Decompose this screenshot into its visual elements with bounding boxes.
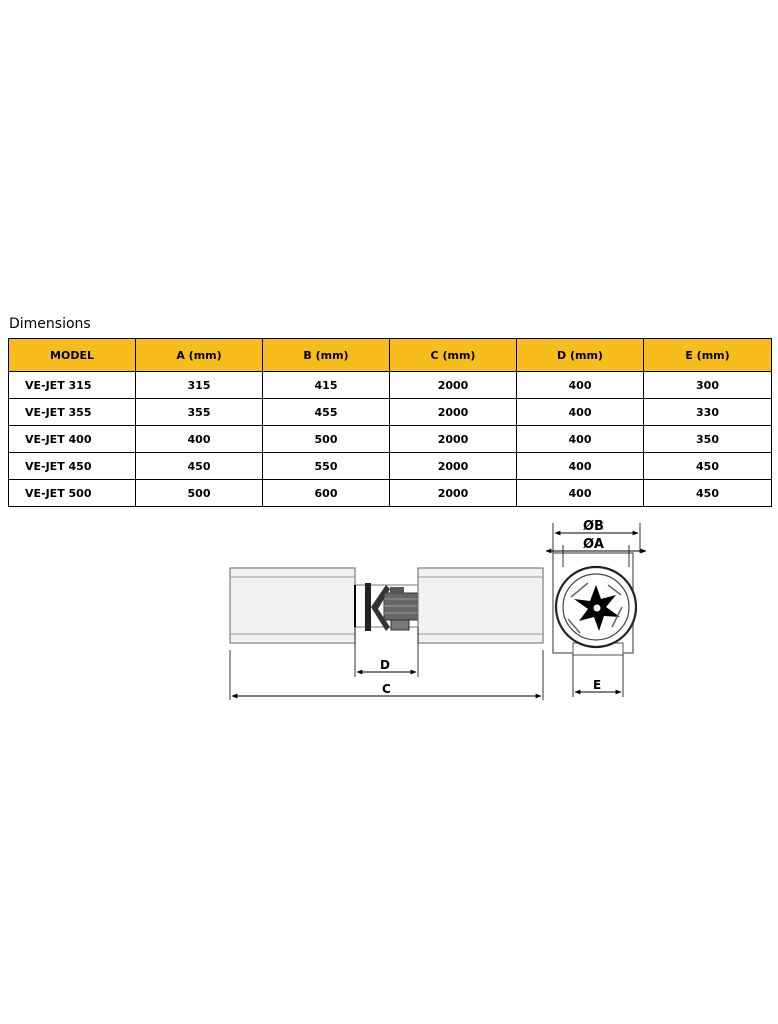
cell-a: 315	[136, 372, 263, 399]
dimensions-table	[8, 338, 772, 507]
cell-e: 450	[644, 453, 772, 480]
cell-e: 450	[644, 480, 772, 507]
table-row	[9, 372, 772, 399]
left-silencer	[230, 568, 355, 643]
cell-d: 400	[517, 453, 644, 480]
cell-e: 350	[644, 426, 772, 453]
cell-b: 455	[263, 399, 390, 426]
header-c: C (mm)	[390, 339, 517, 372]
cell-d: 400	[517, 480, 644, 507]
cell-d: 400	[517, 372, 644, 399]
front-view	[546, 519, 646, 697]
label-a: ØA	[583, 537, 604, 552]
cell-a: 355	[136, 399, 263, 426]
table-row	[9, 399, 772, 426]
cell-b: 500	[263, 426, 390, 453]
table-row	[9, 453, 772, 480]
table-row	[9, 426, 772, 453]
cell-a: 500	[136, 480, 263, 507]
header-model: MODEL	[9, 339, 136, 372]
header-b: B (mm)	[263, 339, 390, 372]
cell-c: 2000	[390, 399, 517, 426]
cell-model: VE-JET 450	[9, 453, 136, 480]
header-d: D (mm)	[517, 339, 644, 372]
cell-c: 2000	[390, 372, 517, 399]
table-row	[9, 480, 772, 507]
cell-e: 330	[644, 399, 772, 426]
cell-model: VE-JET 400	[9, 426, 136, 453]
cell-model: VE-JET 315	[9, 372, 136, 399]
cell-model: VE-JET 355	[9, 399, 136, 426]
label-d: D	[380, 658, 390, 672]
cell-b: 550	[263, 453, 390, 480]
header-e: E (mm)	[644, 339, 772, 372]
cell-b: 600	[263, 480, 390, 507]
cell-a: 450	[136, 453, 263, 480]
cell-c: 2000	[390, 453, 517, 480]
dimension-d	[355, 627, 418, 677]
jet-fan-drawing	[228, 515, 658, 710]
table-header-row	[9, 339, 772, 372]
cell-b: 415	[263, 372, 390, 399]
cell-c: 2000	[390, 426, 517, 453]
cell-e: 300	[644, 372, 772, 399]
cell-a: 400	[136, 426, 263, 453]
label-e: E	[593, 678, 602, 692]
side-view	[230, 568, 543, 700]
right-silencer	[418, 568, 543, 643]
cell-c: 2000	[390, 480, 517, 507]
section-title: Dimensions	[9, 316, 91, 332]
dimension-e	[573, 655, 623, 697]
cell-model: VE-JET 500	[9, 480, 136, 507]
label-c: C	[382, 682, 391, 696]
label-b: ØB	[583, 519, 604, 534]
header-a: A (mm)	[136, 339, 263, 372]
cell-d: 400	[517, 399, 644, 426]
cell-d: 400	[517, 426, 644, 453]
